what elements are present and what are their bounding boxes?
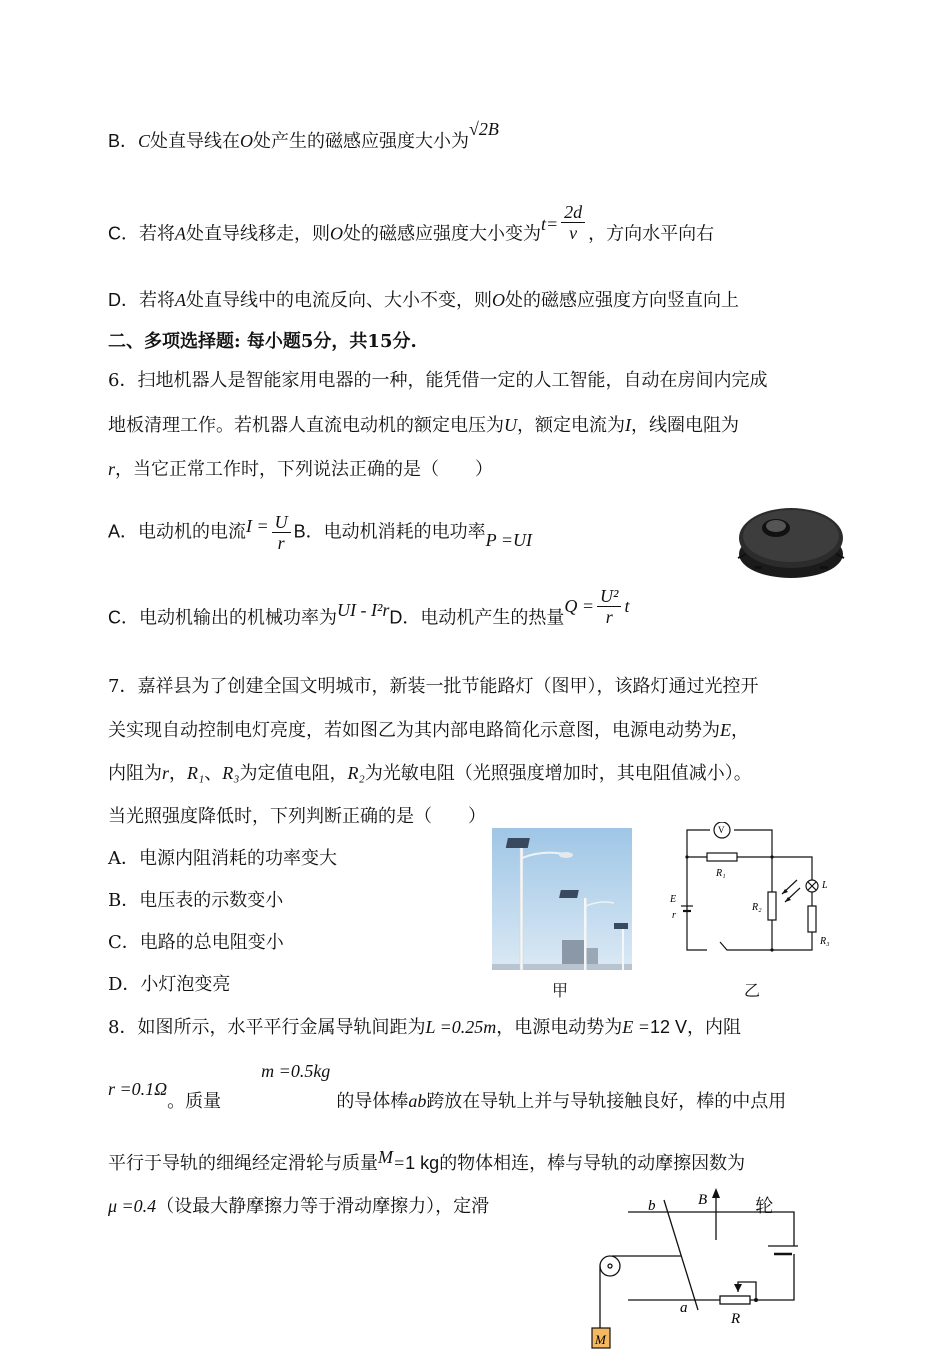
voltmeter-label: V <box>718 825 725 835</box>
section-heading: 二、多项选择题: 每小题5分，共15分. <box>108 331 417 352</box>
option-label: B． <box>293 521 324 542</box>
var-ab: ab <box>408 1091 427 1111</box>
text: （设最大静摩擦力等于滑动摩擦力），定滑 <box>156 1196 490 1217</box>
option-label: D． <box>389 607 421 628</box>
formula-l: L =0.25m <box>425 1017 497 1037</box>
var-r1: R₁ <box>187 763 205 783</box>
var-a: A <box>175 290 186 310</box>
q6-line1: 6．扫地机器人是智能家用电器的一种，能凭借一定的人工智能，自动在房间内完成 <box>108 370 768 391</box>
denominator: v <box>569 223 578 243</box>
text: ，线圈电阻为 <box>631 415 739 436</box>
q5-option-b <box>108 119 499 155</box>
text: 内阻为 <box>108 763 162 784</box>
text: 8．如图所示，水平平行金属导轨间距为 <box>108 1017 426 1038</box>
text: 的导体棒 <box>336 1091 409 1112</box>
r3-label: R₃ <box>820 936 830 947</box>
formula-power: UI - I²r <box>337 599 390 620</box>
option-label: A． <box>108 521 139 542</box>
q6-options-cd <box>108 586 630 639</box>
text: ，电源电动势为 <box>496 1017 623 1038</box>
option-label: D． <box>108 290 139 310</box>
text: 关实现自动控制电灯亮度，若如图乙为其内部电路简化示意图，电源电动势为 <box>108 720 720 741</box>
text: 为定值电阻， <box>239 763 348 784</box>
value-e: 12 V <box>649 1017 687 1037</box>
formula-m: m =0.5kg <box>261 1061 331 1081</box>
q7-option-a: A．电源内阻消耗的功率变大 <box>108 848 337 869</box>
text: 电动机的电流 <box>138 521 247 543</box>
var-r3: R₃ <box>222 763 240 783</box>
var-u: U <box>504 415 517 435</box>
text: 处的磁感应强度方向竖直向上 <box>505 290 739 311</box>
formula-fraction <box>272 512 291 553</box>
formula-e: E = <box>622 1017 650 1037</box>
q7-line1: 7．嘉祥县为了创建全国文明城市，新装一批节能路灯（图甲），该路灯通过光控开 <box>108 676 759 697</box>
text: 。质量 <box>167 1091 222 1112</box>
denominator: r <box>605 607 613 627</box>
q7-line4: 当光照强度降低时，下列判断正确的是（ ） <box>108 806 486 827</box>
text: 地板清理工作。若机器人直流电动机的额定电压为 <box>108 415 504 436</box>
text: ，内阻 <box>686 1017 741 1038</box>
street-lamp-photo <box>492 828 632 970</box>
numerator: U <box>272 512 291 533</box>
text: 若将 <box>139 290 175 311</box>
text: 电动机消耗的电功率 <box>323 521 486 543</box>
text: 处产生的磁感应强度大小为 <box>253 131 470 152</box>
var-c: C <box>138 131 151 151</box>
formula-r: r =0.1Ω <box>108 1079 168 1099</box>
value-m: 1 kg <box>405 1153 440 1173</box>
q6-line2 <box>108 412 739 439</box>
lamp-label: L <box>822 880 828 891</box>
text: 电动机产生的热量 <box>420 607 565 629</box>
formula-p: P =UI <box>485 529 532 550</box>
r2-label: R₂ <box>752 902 762 913</box>
circuit-diagram <box>652 822 844 972</box>
formula-lhs: t= <box>541 213 559 234</box>
q7-line3 <box>108 760 752 787</box>
rail-pulley-diagram <box>588 1186 810 1350</box>
text: 平行于导轨的细绳经定滑轮与质量 <box>108 1153 378 1174</box>
figure-caption-yi: 乙 <box>744 983 761 1000</box>
text: 若将 <box>139 223 175 245</box>
mass-m-label: M <box>595 1332 606 1347</box>
var-o: O <box>330 223 343 244</box>
option-label: C． <box>108 223 139 244</box>
var-o: O <box>492 290 505 310</box>
formula-lhs: Q = <box>564 595 595 616</box>
var-a: A <box>175 223 186 244</box>
formula-fraction <box>597 586 621 627</box>
q5-option-d <box>108 287 739 314</box>
text: 轮 <box>755 1196 774 1217</box>
internal-r-label: r <box>672 910 676 921</box>
q6-options-ab <box>108 512 532 553</box>
text: 电动机输出的机械功率为 <box>139 607 337 629</box>
q7-option-b: B．电压表的示数变小 <box>108 890 284 911</box>
q7-option-d: D．小灯泡变亮 <box>108 974 231 995</box>
formula-mu: μ =0.4 <box>108 1196 157 1216</box>
option-label: C． <box>108 607 139 628</box>
r1-label: R₁ <box>716 868 726 879</box>
text: ，方向水平向右 <box>588 223 715 245</box>
var-r: r <box>162 763 170 783</box>
var-o: O <box>240 131 254 151</box>
formula-fraction <box>561 202 585 243</box>
numerator: U² <box>597 586 621 607</box>
robot-vacuum-image <box>736 494 846 586</box>
text: 、 <box>204 763 223 784</box>
emf-label: E <box>670 894 677 905</box>
formula-lhs: I = <box>246 515 269 536</box>
text: 跨放在导轨上并与导轨接触良好，棒的中点用 <box>426 1091 787 1112</box>
text: ， <box>169 763 188 784</box>
q7-option-c: C．电路的总电阻变小 <box>108 932 284 953</box>
text: 处直导线在 <box>150 131 241 152</box>
numerator: 2d <box>561 202 585 223</box>
field-b-label: B <box>698 1192 708 1208</box>
q6-line3 <box>108 456 493 483</box>
option-label: B． <box>108 131 139 151</box>
text: 为光敏电阻（光照强度增加时，其电阻值减小）。 <box>364 763 752 784</box>
formula-rhs: t <box>624 595 630 616</box>
text: 的物体相连，棒与导轨的动摩擦因数为 <box>439 1153 746 1174</box>
text: ，额定电流为 <box>517 415 625 436</box>
text: ， <box>731 720 749 741</box>
text: 处直导线移走，则 <box>186 223 330 245</box>
q5-option-c <box>108 202 715 255</box>
point-b-label: b <box>648 1198 656 1214</box>
var-i: I <box>625 415 631 435</box>
formula-sqrt2b: √2B <box>469 119 499 139</box>
equals: = <box>393 1153 406 1173</box>
var-m: M <box>378 1147 393 1167</box>
var-r2: R₂ <box>347 763 365 783</box>
q8-line3 <box>108 1147 746 1177</box>
q8-line2 <box>108 1061 787 1112</box>
text: ，当它正常工作时，下列说法正确的是（ ） <box>115 459 494 480</box>
figure-caption-jia: 甲 <box>552 983 569 1000</box>
var-e: E <box>720 720 731 740</box>
text: 处的磁感应强度大小变为 <box>343 223 541 245</box>
point-a-label: a <box>680 1300 688 1316</box>
text: 处直导线中的电流反向、大小不变，则 <box>186 290 492 311</box>
rheostat-r-label: R <box>731 1311 741 1327</box>
q7-line2 <box>108 717 749 744</box>
denominator: r <box>277 533 285 553</box>
var-r: r <box>108 459 116 479</box>
q8-line1 <box>108 1014 741 1041</box>
